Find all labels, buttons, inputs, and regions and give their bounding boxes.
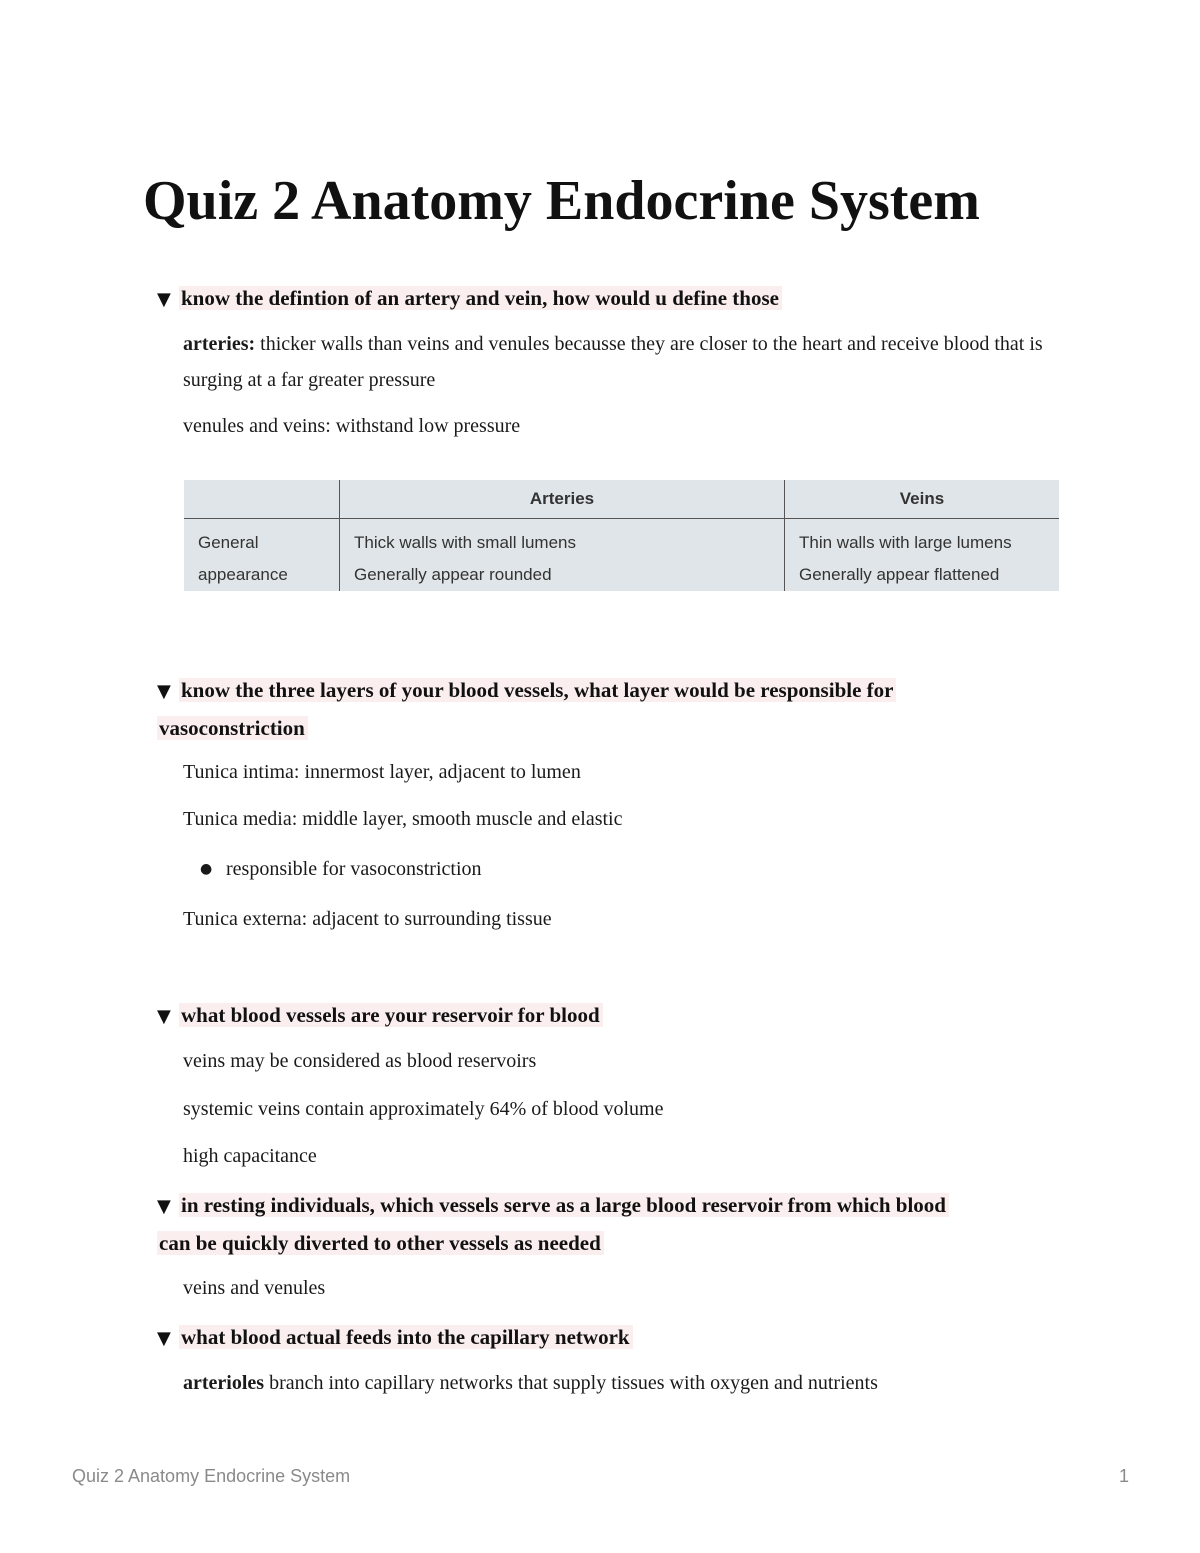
answer-tunica-intima: Tunica intima: innermost layer, adjacent to lumen	[183, 761, 581, 783]
toggle-question-reservoir[interactable]	[157, 997, 1057, 1035]
bullet-dot-icon: ●	[200, 861, 213, 877]
table-header-empty	[184, 480, 340, 519]
table-row-label	[184, 519, 340, 592]
answer-text: branch into capillary networks that supply tissues with oxygen and nutrients	[264, 1372, 878, 1394]
triangle-down-icon[interactable]: ▼	[157, 289, 171, 310]
table-cell-arteries	[340, 519, 785, 592]
toggle-question-capillary-network[interactable]	[157, 1319, 1057, 1357]
answer-arterioles	[183, 1365, 1043, 1401]
toggle-question-resting-reservoir[interactable]	[157, 1187, 1057, 1261]
triangle-down-icon[interactable]: ▼	[157, 1006, 171, 1027]
question-text: what blood vessels are your reservoir for blood	[179, 1003, 603, 1027]
footer-title: Quiz 2 Anatomy Endocrine System	[72, 1466, 351, 1486]
question-text-continued: vasoconstriction	[157, 716, 308, 740]
answer-text: systemic veins contain approximately 64% of blood volume	[183, 1098, 664, 1120]
answer-tunica-externa: Tunica externa: adjacent to surrounding tissue	[183, 908, 552, 930]
question-text: what blood actual feeds into the capillary network	[179, 1325, 633, 1349]
cell-line: Generally appear flattened	[799, 565, 1000, 584]
answer-arteries	[183, 326, 1043, 398]
answer-text: high capacitance	[183, 1145, 317, 1167]
question-text: know the three layers of your blood vessels, what layer would be responsible for	[179, 678, 896, 702]
row-label-line: General	[198, 533, 259, 552]
question-text: know the defintion of an artery and vein, how would u define those	[179, 286, 782, 310]
answer-tunica-media: Tunica media: middle layer, smooth muscle and elastic	[183, 808, 623, 830]
question-text-continued: can be quickly diverted to other vessels as needed	[157, 1231, 604, 1255]
answer-term: arterioles	[183, 1372, 265, 1394]
toggle-question-artery-vein[interactable]	[157, 280, 1057, 318]
table-header-arteries: Arteries	[340, 480, 785, 519]
answer-veins: venules and veins: withstand low pressure	[183, 415, 521, 437]
cell-line: Thick walls with small lumens	[354, 533, 576, 552]
triangle-down-icon[interactable]: ▼	[157, 681, 171, 702]
page-number: 1	[1119, 1466, 1130, 1486]
list-item	[200, 851, 482, 887]
table-cell-veins	[785, 519, 1060, 592]
cell-line: Thin walls with large lumens	[799, 533, 1012, 552]
page-title: Quiz 2 Anatomy Endocrine System	[143, 170, 980, 232]
answer-text: veins may be considered as blood reservoirs	[183, 1050, 537, 1072]
question-text: in resting individuals, which vessels serve as a large blood reservoir from which blood	[179, 1193, 949, 1217]
triangle-down-icon[interactable]: ▼	[157, 1196, 171, 1217]
cell-line: Generally appear rounded	[354, 565, 552, 584]
list-item-text: responsible for vasoconstriction	[226, 858, 482, 880]
toggle-question-vessel-layers[interactable]	[157, 672, 1057, 746]
table-header-row	[184, 480, 1059, 519]
answer-term: arteries:	[183, 333, 256, 355]
table-header-veins: Veins	[785, 480, 1060, 519]
triangle-down-icon[interactable]: ▼	[157, 1328, 171, 1349]
answer-text: veins and venules	[183, 1277, 326, 1299]
answer-text: thicker walls than veins and venules becausse they are closer to the heart and receive blood that is surging at a far greater pressure	[183, 333, 1043, 391]
comparison-table	[184, 480, 1059, 591]
table-row	[184, 519, 1059, 592]
row-label-line: appearance	[198, 565, 288, 584]
